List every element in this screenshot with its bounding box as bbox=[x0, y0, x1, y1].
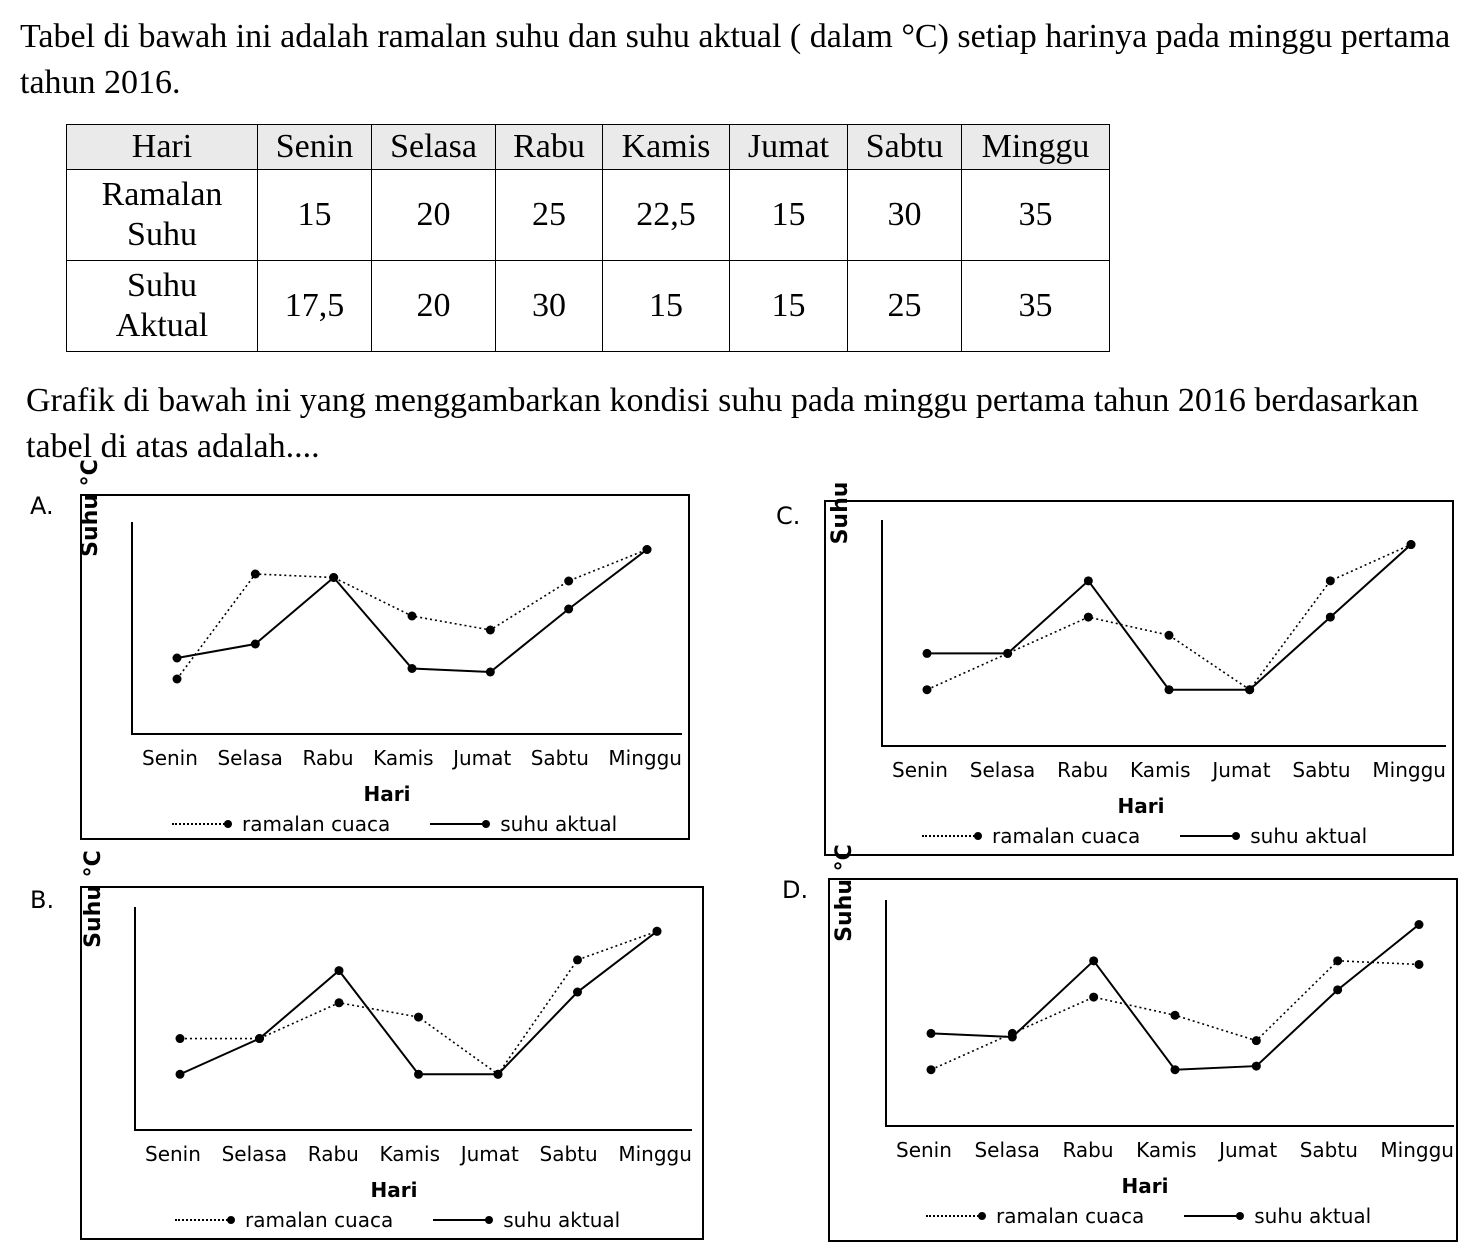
temperature-table bbox=[66, 124, 1110, 352]
legend-swatch bbox=[926, 1215, 982, 1217]
x-tick-label: Sabtu bbox=[530, 746, 589, 770]
x-tick-label: Senin bbox=[145, 1142, 201, 1166]
legend-swatch bbox=[433, 1219, 489, 1221]
data-point bbox=[1165, 685, 1174, 694]
table-cell: 15 bbox=[730, 170, 848, 261]
table-cell: 20 bbox=[372, 170, 496, 261]
table-cell: 15 bbox=[603, 261, 730, 352]
legend-swatch bbox=[922, 835, 978, 837]
data-point bbox=[414, 1013, 423, 1022]
x-tick-label: Jumat bbox=[1212, 758, 1271, 782]
data-point bbox=[255, 1034, 264, 1043]
data-point bbox=[1333, 985, 1342, 994]
option-letter: C. bbox=[776, 502, 801, 530]
x-axis-label: Hari bbox=[363, 782, 411, 806]
data-point bbox=[1084, 576, 1093, 585]
table-cell: 15 bbox=[258, 170, 372, 261]
x-tick-label: Kamis bbox=[1136, 1138, 1197, 1162]
data-point bbox=[1407, 540, 1416, 549]
data-point bbox=[1171, 1011, 1180, 1020]
data-point bbox=[1171, 1065, 1180, 1074]
x-tick-label: Selasa bbox=[221, 1142, 288, 1166]
legend-label: ramalan cuaca bbox=[242, 812, 391, 836]
x-tick-label: Minggu bbox=[608, 746, 682, 770]
x-tick-label: Rabu bbox=[307, 1142, 359, 1166]
option-letter: B. bbox=[30, 886, 55, 914]
series-line-ramalan bbox=[180, 931, 657, 1074]
series-line-aktual bbox=[927, 545, 1411, 690]
data-point bbox=[1252, 1036, 1261, 1045]
chart-legend bbox=[172, 812, 617, 836]
legend-item bbox=[1180, 824, 1367, 848]
x-tick-label: Selasa bbox=[974, 1138, 1040, 1162]
x-tick-label: Senin bbox=[892, 758, 948, 782]
table-cell: 15 bbox=[730, 261, 848, 352]
legend-label: suhu aktual bbox=[500, 812, 618, 836]
legend-swatch bbox=[175, 1219, 231, 1221]
data-point bbox=[923, 649, 932, 658]
data-point bbox=[251, 570, 260, 579]
data-point bbox=[486, 626, 495, 635]
x-axis-ticks bbox=[892, 758, 1446, 782]
chart-legend bbox=[926, 1204, 1371, 1228]
data-point bbox=[329, 573, 338, 582]
data-point bbox=[1333, 956, 1342, 965]
data-point bbox=[1415, 920, 1424, 929]
x-tick-label: Jumat bbox=[1219, 1138, 1278, 1162]
legend-label: suhu aktual bbox=[1254, 1204, 1372, 1228]
x-tick-label: Sabtu bbox=[1299, 1138, 1358, 1162]
x-tick-label: Rabu bbox=[1057, 758, 1109, 782]
table-cell: 35 bbox=[962, 261, 1110, 352]
data-point bbox=[335, 998, 344, 1007]
table-row bbox=[67, 261, 1110, 352]
series-line-ramalan bbox=[927, 545, 1411, 690]
y-axis-label: Suhu °C bbox=[81, 849, 106, 948]
legend-label: suhu aktual bbox=[1250, 824, 1368, 848]
data-point bbox=[176, 1034, 185, 1043]
table-cell: 30 bbox=[496, 261, 603, 352]
chart-legend bbox=[922, 824, 1367, 848]
data-point bbox=[1415, 960, 1424, 969]
legend-item bbox=[926, 1204, 1144, 1228]
table-cell: 25 bbox=[848, 261, 962, 352]
table-cell: 17,5 bbox=[258, 261, 372, 352]
data-point bbox=[1326, 613, 1335, 622]
legend-swatch bbox=[172, 823, 228, 825]
x-axis-label: Hari bbox=[1121, 1174, 1169, 1198]
x-tick-label: Jumat bbox=[453, 746, 512, 770]
data-point bbox=[653, 927, 662, 936]
x-tick-label: Sabtu bbox=[539, 1142, 598, 1166]
intro-text: Tabel di bawah ini adalah ramalan suhu dan suhu aktual ( dalam °C) setiap harinya pada minggu pertama tahun 2016. bbox=[20, 18, 1451, 101]
x-tick-label: Senin bbox=[896, 1138, 952, 1162]
option-chart[interactable] bbox=[824, 481, 1454, 856]
table-header-row bbox=[67, 125, 1110, 170]
data-point bbox=[923, 685, 932, 694]
data-point bbox=[1089, 956, 1098, 965]
x-tick-label: Minggu bbox=[618, 1142, 692, 1166]
legend-label: ramalan cuaca bbox=[996, 1204, 1145, 1228]
data-point bbox=[173, 675, 182, 684]
data-point bbox=[1008, 1033, 1017, 1042]
data-point bbox=[1165, 631, 1174, 640]
table-header-cell: Rabu bbox=[496, 125, 603, 170]
table-header-cell: Jumat bbox=[730, 125, 848, 170]
data-point bbox=[643, 545, 652, 554]
data-point bbox=[1003, 649, 1012, 658]
series-line-aktual bbox=[177, 550, 647, 673]
table-cell: 30 bbox=[848, 170, 962, 261]
table-cell: 25 bbox=[496, 170, 603, 261]
data-point bbox=[573, 955, 582, 964]
table-cell: 35 bbox=[962, 170, 1110, 261]
option-chart[interactable] bbox=[78, 459, 690, 840]
legend-item bbox=[172, 812, 390, 836]
option-chart[interactable] bbox=[80, 849, 704, 1240]
series-line-aktual bbox=[931, 925, 1419, 1070]
data-point bbox=[176, 1070, 185, 1079]
option-chart[interactable] bbox=[828, 844, 1458, 1242]
table-cell: 22,5 bbox=[603, 170, 730, 261]
data-point bbox=[408, 664, 417, 673]
y-axis-label: Suhu °C bbox=[78, 459, 103, 557]
legend-swatch bbox=[1180, 835, 1236, 837]
data-point bbox=[408, 612, 417, 621]
x-axis-label: Hari bbox=[1117, 794, 1165, 818]
legend-item bbox=[175, 1208, 393, 1232]
legend-label: ramalan cuaca bbox=[992, 824, 1141, 848]
table-header-cell: Hari bbox=[67, 125, 258, 170]
legend-swatch bbox=[430, 823, 486, 825]
series-line-aktual bbox=[180, 931, 657, 1074]
x-tick-label: Kamis bbox=[1130, 758, 1191, 782]
row-label: Ramalan Suhu bbox=[67, 170, 258, 261]
y-axis-label: Suhu bbox=[828, 481, 853, 545]
data-point bbox=[173, 654, 182, 663]
option-letter: A. bbox=[30, 492, 54, 520]
legend-item bbox=[1184, 1204, 1371, 1228]
x-axis-label: Hari bbox=[370, 1178, 418, 1202]
x-tick-label: Selasa bbox=[969, 758, 1036, 782]
data-point bbox=[1252, 1062, 1261, 1071]
x-tick-label: Sabtu bbox=[1292, 758, 1351, 782]
x-tick-label: Kamis bbox=[373, 746, 434, 770]
legend-item bbox=[922, 824, 1140, 848]
option-letter: D. bbox=[782, 876, 809, 904]
x-tick-label: Minggu bbox=[1380, 1138, 1454, 1162]
data-point bbox=[414, 1070, 423, 1079]
x-tick-label: Selasa bbox=[217, 746, 283, 770]
x-tick-label: Minggu bbox=[1372, 758, 1446, 782]
data-point bbox=[927, 1029, 936, 1038]
x-tick-label: Senin bbox=[142, 746, 198, 770]
data-point bbox=[927, 1065, 936, 1074]
legend-item bbox=[430, 812, 617, 836]
y-axis-label: Suhu °C bbox=[832, 844, 857, 942]
x-tick-label: Rabu bbox=[302, 746, 354, 770]
x-axis-ticks bbox=[896, 1138, 1454, 1162]
legend-swatch bbox=[1184, 1215, 1240, 1217]
table-header-cell: Senin bbox=[258, 125, 372, 170]
data-point bbox=[251, 640, 260, 649]
table-header-cell: Selasa bbox=[372, 125, 496, 170]
chart-axes bbox=[135, 907, 692, 1130]
chart-axes bbox=[886, 900, 1454, 1126]
data-point bbox=[494, 1070, 503, 1079]
chart-axes bbox=[882, 520, 1446, 746]
legend-item bbox=[433, 1208, 620, 1232]
row-label: Suhu Aktual bbox=[67, 261, 258, 352]
table-header-cell: Minggu bbox=[962, 125, 1110, 170]
table-row bbox=[67, 170, 1110, 261]
x-tick-label: Jumat bbox=[460, 1142, 519, 1166]
table-header-cell: Sabtu bbox=[848, 125, 962, 170]
table-header-cell: Kamis bbox=[603, 125, 730, 170]
data-point bbox=[1245, 685, 1254, 694]
data-point bbox=[564, 605, 573, 614]
x-axis-ticks bbox=[145, 1142, 692, 1166]
data-point bbox=[335, 966, 344, 975]
question-text: Grafik di bawah ini yang menggambarkan kondisi suhu pada minggu pertama tahun 2016 berdasarkan tabel di atas adalah.... bbox=[26, 382, 1419, 465]
data-point bbox=[564, 577, 573, 586]
legend-label: suhu aktual bbox=[503, 1208, 621, 1232]
table-cell: 20 bbox=[372, 261, 496, 352]
data-point bbox=[1326, 576, 1335, 585]
x-axis-ticks bbox=[142, 746, 682, 770]
chart-axes bbox=[132, 522, 682, 734]
data-point bbox=[1084, 613, 1093, 622]
data-point bbox=[1089, 993, 1098, 1002]
x-tick-label: Kamis bbox=[379, 1142, 441, 1166]
data-point bbox=[573, 988, 582, 997]
legend-label: ramalan cuaca bbox=[245, 1208, 394, 1232]
data-point bbox=[486, 668, 495, 677]
chart-legend bbox=[175, 1208, 620, 1232]
x-tick-label: Rabu bbox=[1062, 1138, 1114, 1162]
